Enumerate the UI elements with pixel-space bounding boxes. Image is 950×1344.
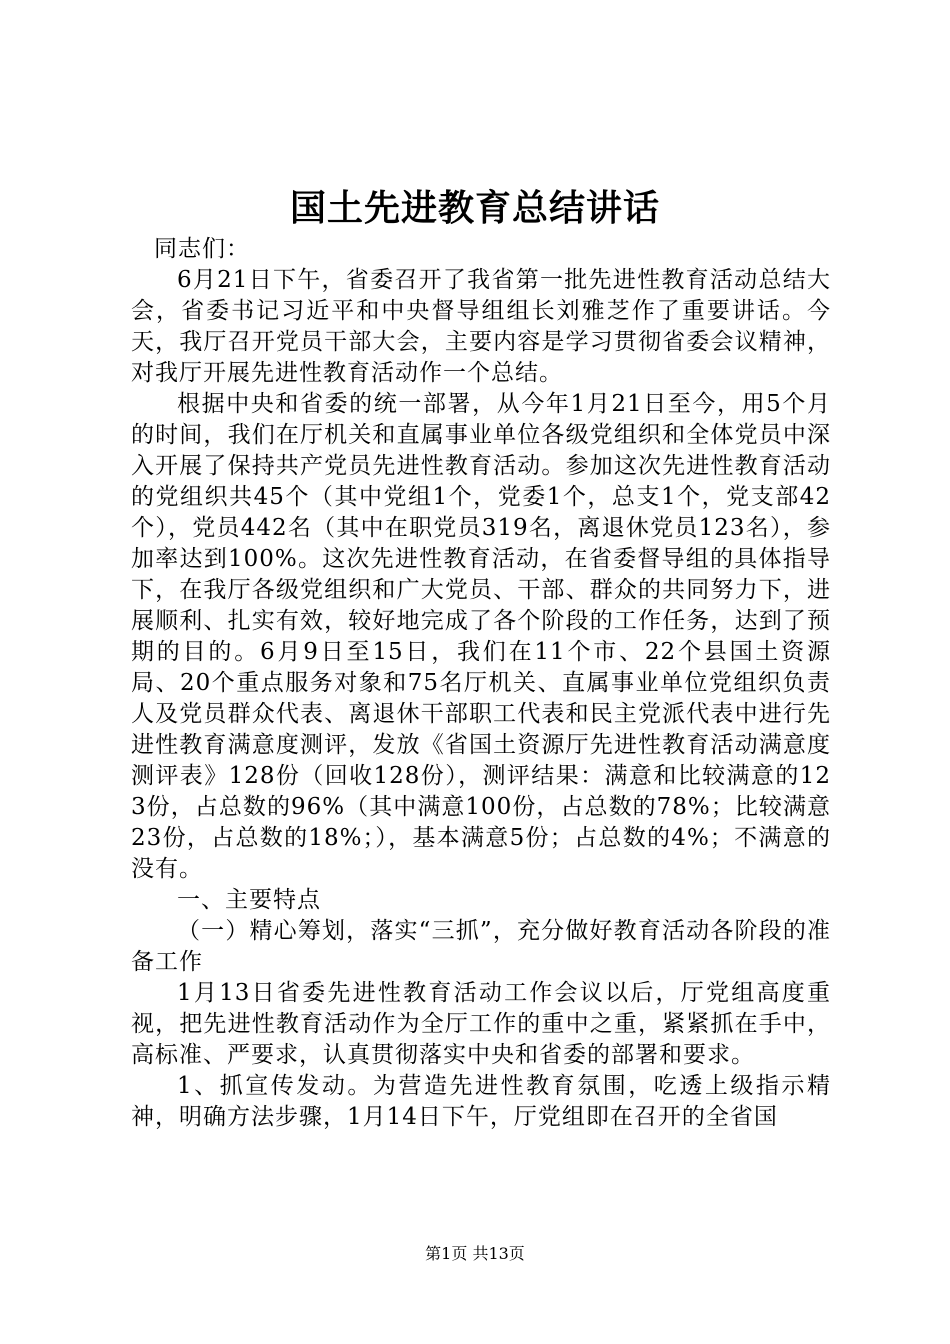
paragraph-meeting-summary: 6月21日下午，省委召开了我省第一批先进性教育活动总结大会，省委书记习近平和中央督导组组长刘雅芝作了重要讲话。今天，我厅召开党员干部大会，主要内容是学习贯彻省委会议精神，对我厅开展先进性教育活动作一个总结。 (131, 267, 831, 386)
salutation: 同志们： (154, 236, 250, 262)
section-heading-main-features: 一、主要特点 (177, 887, 321, 913)
page-footer: 第1页 共13页 (425, 1244, 525, 1263)
paragraph-activity-overview: 根据中央和省委的统一部署，从今年1月21日至今，用5个月的时间，我们在厅机关和直属事业单位各级党组织和全体党员中深入开展了保持共产党员先进性教育活动。参加这次先进性教育活动的党组织共45个（其中党组1个，党委1个，总支1个，党支部42个），党员442名（其中在职党员319名，离退休党员123名），参加率达到100%。这次先进性教育活动，在省委督导组的具体指导下，在我厅各级党组织和广大党员、干部、群众的共同努力下，进展顺利、扎实有效，较好地完成了各个阶段的工作任务，达到了预期的目的。6月9日至15日，我们在11个市、22个县国土资源局、20个重点服务对象和75名厅机关、直属事业单位党组织负责人及党员群众代表、离退休干部职工代表和民主党派代表中进行先进性教育满意度测评，发放《省国土资源厅先进性教育活动满意度测评表》128份（回收128份），测评结果：满意和比较满意的123份，占总数的96%（其中满意100份，占总数的78%；比较满意23份，占总数的18%；），基本满意5份；占总数的4%；不满意的没有。 (131, 391, 831, 882)
paragraph-party-group-attention: 1月13日省委先进性教育活动工作会议以后，厅党组高度重视，把先进性教育活动作为全厅工作的重中之重，紧紧抓在手中，高标准、严要求，认真贯彻落实中央和省委的部署和要求。 (131, 980, 831, 1068)
document-title: 国土先进教育总结讲话 (289, 187, 660, 229)
paragraph-publicity-mobilization: 1、抓宣传发动。为营造先进性教育氛围，吃透上级指示精神，明确方法步骤，1月14日下午，厅党组即在召开的全省国 (131, 1073, 831, 1130)
document-body (131, 234, 831, 1133)
subsection-heading-preparation: （一）精心筹划，落实“三抓”，充分做好教育活动各阶段的准备工作 (131, 918, 831, 975)
